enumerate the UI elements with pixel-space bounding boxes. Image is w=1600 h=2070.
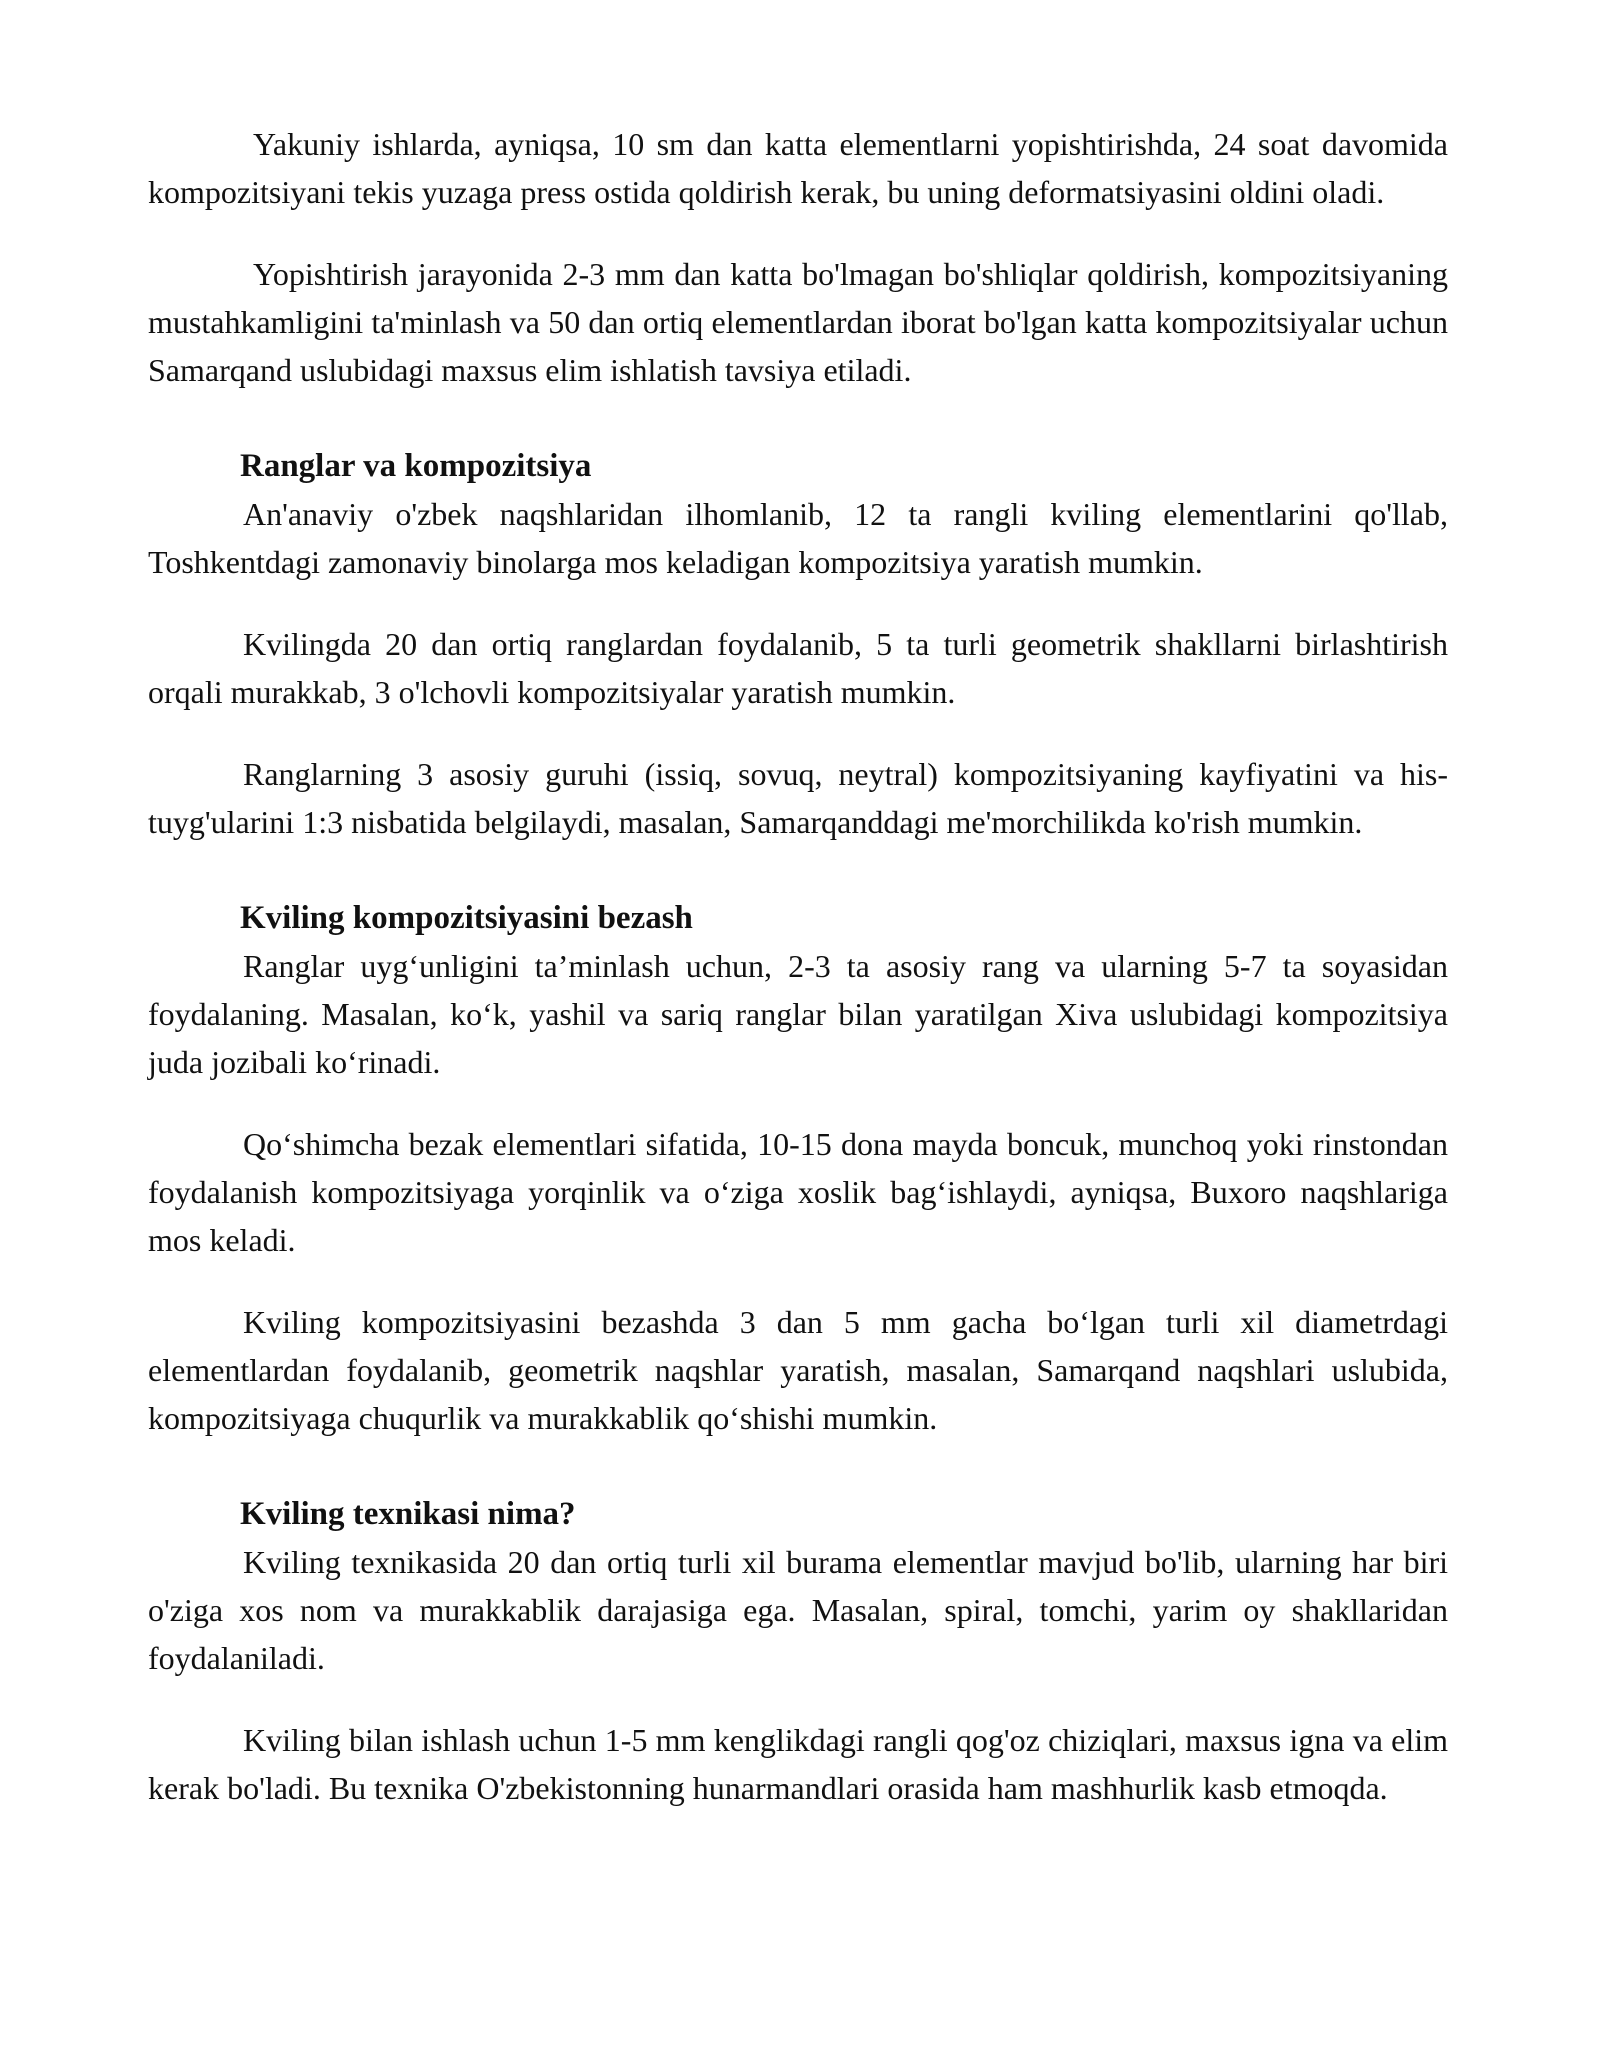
paragraph: Kvilingda 20 dan ortiq ranglardan foydalanib, 5 ta turli geometrik shakllarni birlashtirish orqali murakkab, 3 o'lchovli kompozitsiyalar yaratish mumkin. <box>148 626 1448 710</box>
paragraph: Ranglar uygʻunligini taʼminlash uchun, 2-3 ta asosiy rang va ularning 5-7 ta soyasidan foydalaning. Masalan, koʻk, yashil va sariq ranglar bilan yaratilgan Xiva uslubidagi kompozitsiya juda jozibali koʻrinadi. <box>148 948 1448 1080</box>
paragraph: Yakuniy ishlarda, ayniqsa, 10 sm dan katta elementlarni yopishtirishda, 24 soat davomida kompozitsiyani tekis yuzaga press ostida qoldirish kerak, bu uning deformatsiyasini oldini oladi. <box>148 126 1448 210</box>
paragraph: Kviling kompozitsiyasini bezashda 3 dan 5 mm gacha boʻlgan turli xil diametrdagi elementlardan foydalanib, geometrik naqshlar yaratish, masalan, Samarqand naqshlari uslubida, kompozitsiyaga chuqurlik va murakkablik qoʻshishi mumkin. <box>148 1304 1448 1436</box>
paragraph: Yopishtirish jarayonida 2-3 mm dan katta bo'lmagan bo'shliqlar qoldirish, kompozitsiyaning mustahkamligini ta'minlash va 50 dan ortiq elementlardan iborat bo'lgan katta kompozitsiyalar uchun Samarqand uslubidagi maxsus elim ishlatish tavsiya etiladi. <box>148 256 1448 388</box>
paragraph: Kviling bilan ishlash uchun 1-5 mm kenglikdagi rangli qog'oz chiziqlari, maxsus igna va elim kerak bo'ladi. Bu texnika O'zbekistonning hunarmandlari orasida ham mashhurlik kasb etmoqda. <box>148 1722 1448 1806</box>
section-heading: Kviling texnikasi nima? <box>240 1496 576 1532</box>
section-heading: Kviling kompozitsiyasini bezash <box>240 900 693 936</box>
paragraph: Kviling texnikasida 20 dan ortiq turli xil burama elementlar mavjud bo'lib, ularning har biri o'ziga xos nom va murakkablik darajasiga ega. Masalan, spiral, tomchi, yarim oy shakllaridan foydalaniladi. <box>148 1544 1448 1676</box>
paragraph: Qoʻshimcha bezak elementlari sifatida, 10-15 dona mayda boncuk, munchoq yoki rinstondan foydalanish kompozitsiyaga yorqinlik va oʻziga xoslik bagʻishlaydi, ayniqsa, Buxoro naqshlariga mos keladi. <box>148 1126 1448 1258</box>
section-heading: Ranglar va kompozitsiya <box>240 448 592 484</box>
paragraph: An'anaviy o'zbek naqshlaridan ilhomlanib, 12 ta rangli kviling elementlarini qo'llab, Toshkentdagi zamonaviy binolarga mos keladigan kompozitsiya yaratish mumkin. <box>148 496 1448 580</box>
document-body <box>148 120 1448 1846</box>
paragraph: Ranglarning 3 asosiy guruhi (issiq, sovuq, neytral) kompozitsiyaning kayfiyatini va his-tuyg'ularini 1:3 nisbatida belgilaydi, masalan, Samarqanddagi me'morchilikda ko'rish mumkin. <box>148 756 1448 840</box>
